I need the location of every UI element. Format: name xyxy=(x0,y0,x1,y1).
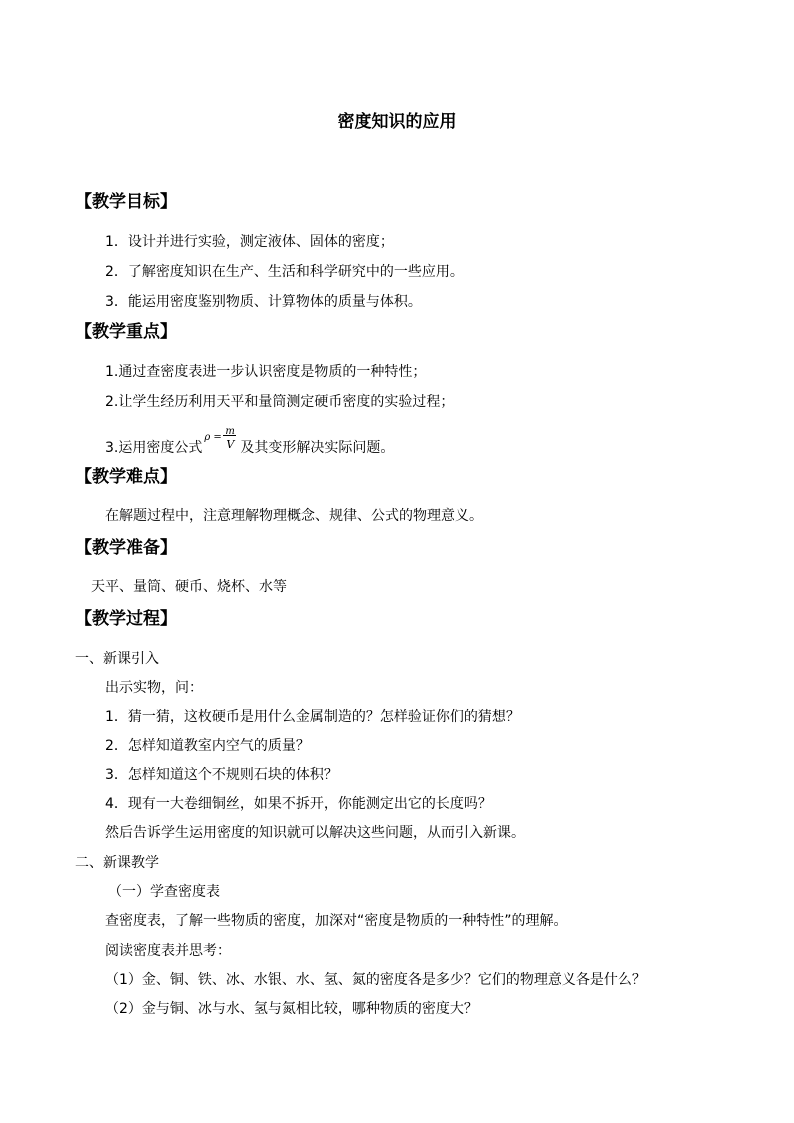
process-heading: 【教学过程】 xyxy=(75,609,177,629)
process-part2-text-2: 阅读密度表并思考： xyxy=(105,943,231,959)
process-part1-item-2: 2．怎样知道教室内空气的质量？ xyxy=(105,738,310,754)
goals-item-3: 3．能运用密度鉴别物质、计算物体的质量与体积。 xyxy=(105,294,422,310)
process-part2-text-1: 查密度表，了解一些物质的密度，加深对“密度是物质的一种特性”的理解。 xyxy=(105,913,568,929)
preparation-text: 天平、量筒、硬币、烧杯、水等 xyxy=(91,579,287,595)
process-part2-question-1: （1）金、铜、铁、冰、水银、水、氢、氮的密度各是多少？它们的物理意义各是什么？ xyxy=(105,972,646,988)
process-part1-intro: 出示实物，问： xyxy=(105,680,203,696)
goals-item-2: 2．了解密度知识在生产、生活和科学研究中的一些应用。 xyxy=(105,264,464,280)
process-part2-subtitle-1: （一）学查密度表 xyxy=(108,884,220,900)
key-point-item-3 xyxy=(105,426,395,458)
process-part1-item-4: 4．现有一大卷细铜丝，如果不拆开，你能测定出它的长度吗？ xyxy=(105,796,492,812)
process-part1-item-1: 1．猜一猜，这枚硬币是用什么金属制造的？怎样验证你们的猜想？ xyxy=(105,709,520,725)
formula-denominator: V xyxy=(226,438,235,451)
page-title: 密度知识的应用 xyxy=(337,112,457,132)
key-point-item-3-suffix: 及其变形解决实际问题。 xyxy=(240,440,395,456)
difficulties-text: 在解题过程中，注意理解物理概念、规律、公式的物理意义。 xyxy=(105,508,483,524)
formula-numerator: m xyxy=(225,426,235,437)
preparation-heading: 【教学准备】 xyxy=(75,538,177,558)
difficulties-heading: 【教学难点】 xyxy=(75,467,177,487)
process-part2-title: 二、新课教学 xyxy=(75,855,159,871)
key-point-item-1: 1.通过查密度表进一步认识密度是物质的一种特性； xyxy=(105,364,427,380)
density-formula xyxy=(202,426,240,456)
key-point-item-2: 2.让学生经历利用天平和量筒测定硬币密度的实验过程； xyxy=(105,394,455,410)
goals-item-1: 1．设计并进行实验，测定液体、固体的密度； xyxy=(105,234,394,250)
process-part1-item-3: 3．怎样知道这个不规则石块的体积？ xyxy=(105,767,338,783)
process-part1-title: 一、新课引入 xyxy=(75,651,159,667)
formula-rho: ρ xyxy=(204,432,211,443)
goals-heading: 【教学目标】 xyxy=(75,192,177,212)
process-part2-question-2: （2）金与铜、冰与水、氢与氮相比较，哪种物质的密度大？ xyxy=(105,1001,478,1017)
formula-equals: = xyxy=(213,432,222,443)
key-points-heading: 【教学重点】 xyxy=(75,322,177,342)
key-point-item-3-prefix: 3.运用密度公式 xyxy=(105,440,203,456)
process-part1-outro: 然后告诉学生运用密度的知识就可以解决这些问题，从而引入新课。 xyxy=(105,825,525,841)
